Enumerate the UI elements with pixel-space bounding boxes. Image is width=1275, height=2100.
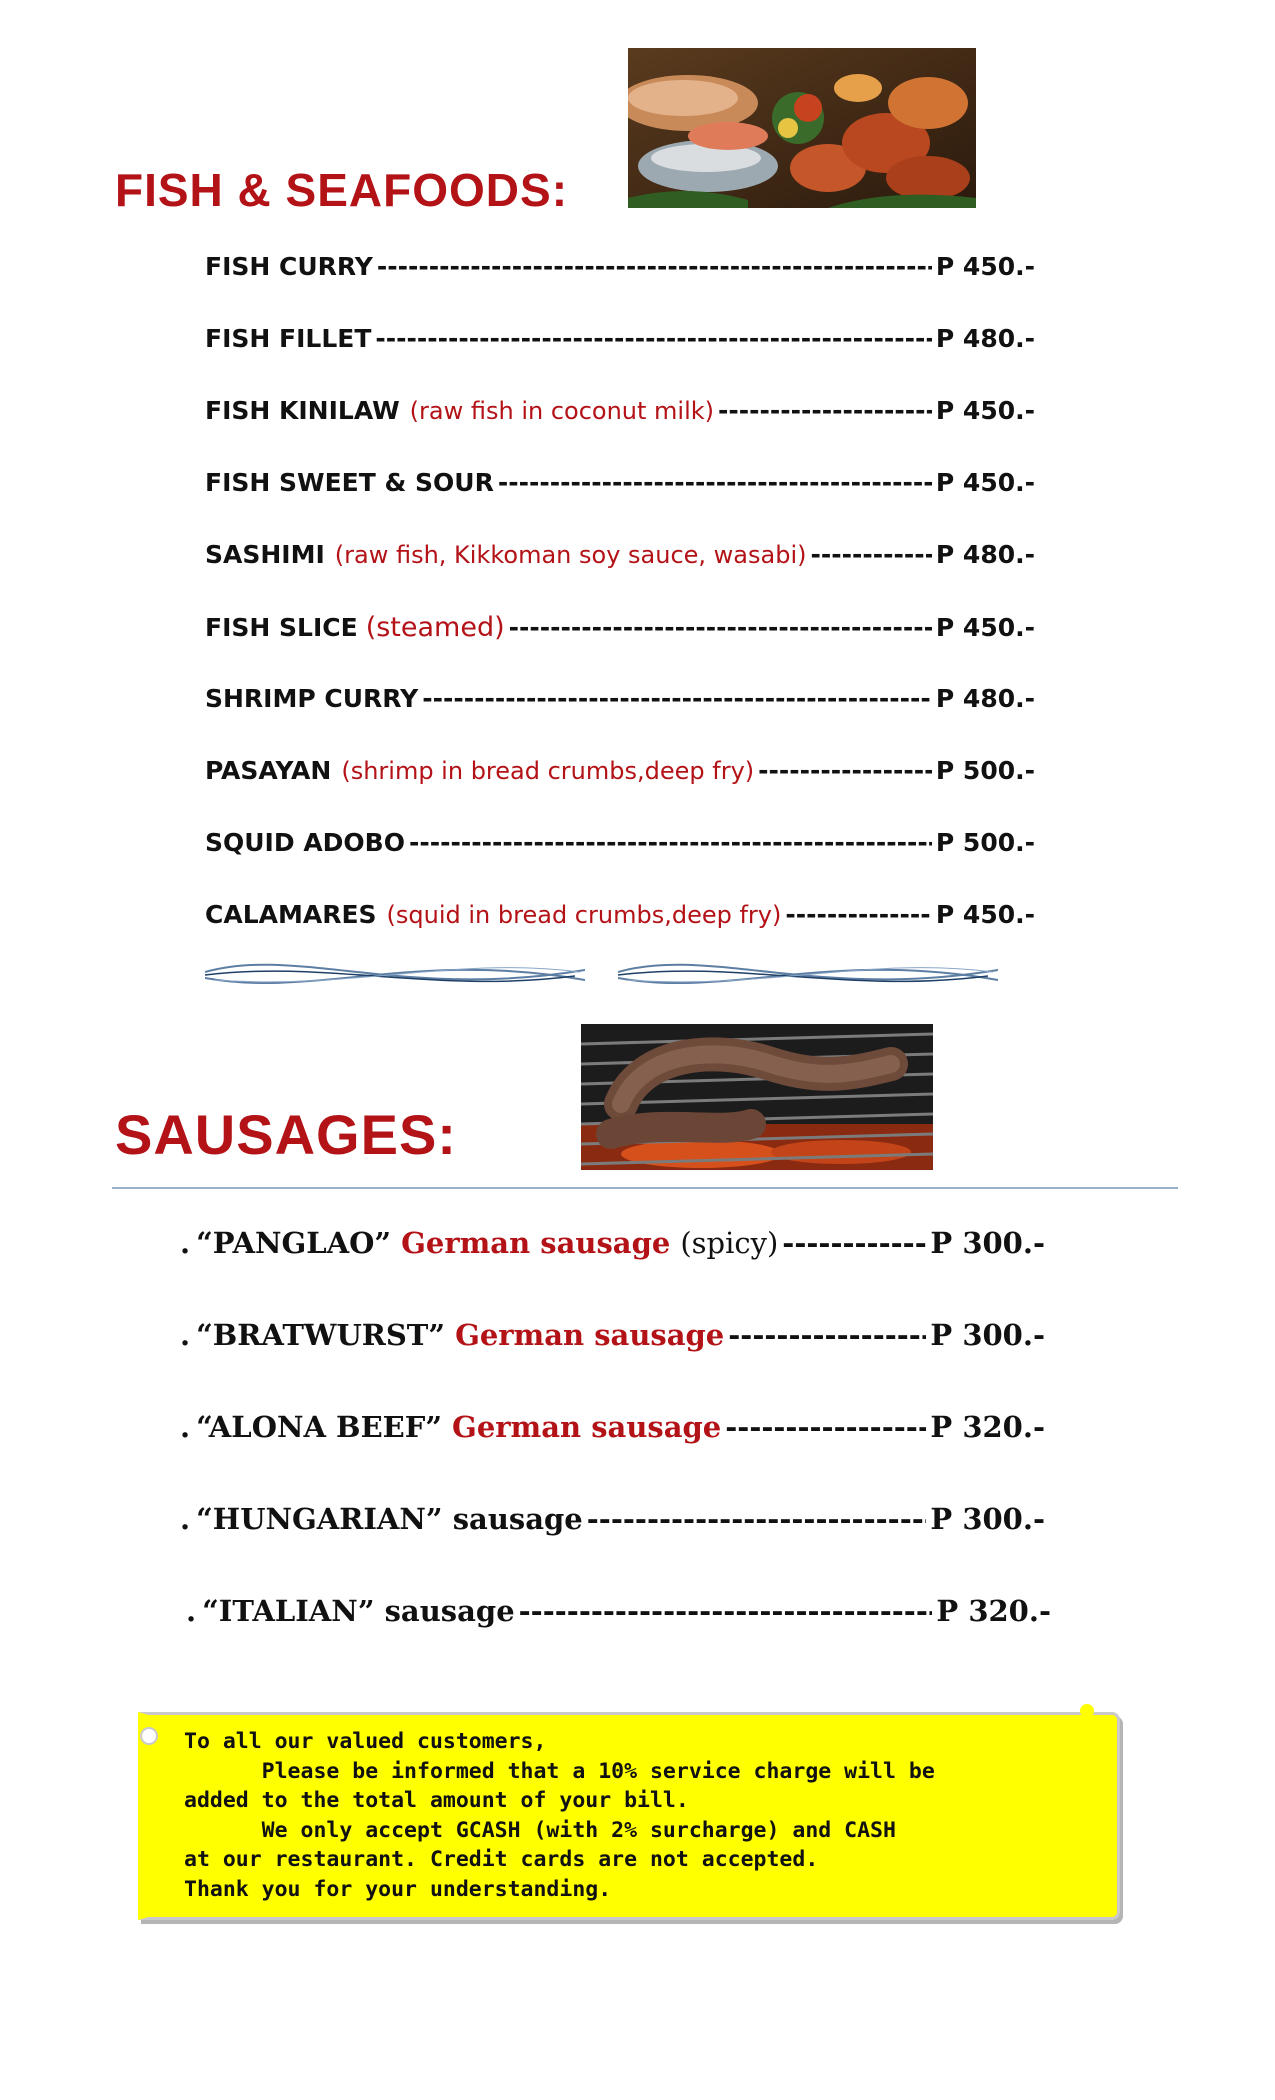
decorative-swirl-right [618, 950, 998, 1002]
decorative-swirl-left [205, 950, 585, 1002]
notice-scroll-corner [1080, 1704, 1094, 1718]
menu-item-note: (steamed) [365, 612, 505, 643]
fish-seafoods-heading: FISH & SEAFOODS: [115, 164, 569, 216]
bullet-dot: . [180, 1410, 191, 1444]
sausage-item-name: “PANGLAO” [196, 1226, 392, 1260]
notice-line: Thank you for your understanding. [184, 1876, 612, 1902]
sausages-heading: SAUSAGES: [115, 1103, 457, 1166]
notice-line: We only accept GCASH (with 2% surcharge) and CASH [184, 1817, 896, 1843]
sausage-item-price: P 320.- [930, 1410, 1045, 1444]
sausage-item-row [180, 1410, 1045, 1456]
leader-dashes [509, 613, 932, 642]
menu-item-note: (shrimp in bread crumbs,deep fry) [341, 757, 755, 785]
sausage-item-row [186, 1594, 1051, 1640]
bullet-dot: . [180, 1226, 191, 1260]
sausage-item-type: German sausage [452, 1410, 722, 1444]
menu-item-note: (squid in bread crumbs,deep fry) [386, 901, 782, 929]
payment-notice-box [138, 1712, 1120, 1920]
menu-item-name: SHRIMP CURRY [205, 684, 419, 713]
leader-dashes [785, 900, 932, 929]
menu-item-row [205, 684, 1035, 724]
sausage-item-name: “HUNGARIAN” sausage [196, 1502, 583, 1536]
sausage-item-price: P 300.- [930, 1226, 1045, 1260]
sausage-item-name: “ALONA BEEF” [196, 1410, 443, 1444]
sausage-item-note: (spicy) [680, 1226, 779, 1260]
bullet-dot: . [180, 1502, 191, 1536]
menu-item-name: PASAYAN [205, 756, 332, 785]
menu-item-price: P 500.- [935, 756, 1035, 785]
menu-item-row [205, 540, 1035, 580]
leader-dashes [519, 1594, 933, 1628]
menu-item-price: P 450.- [935, 900, 1035, 929]
menu-item-price: P 450.- [935, 396, 1035, 425]
menu-item-note: (raw fish in coconut milk) [409, 397, 715, 425]
menu-item-price: P 450.- [935, 252, 1035, 281]
sausage-item-row [180, 1226, 1045, 1272]
sausage-item-row [180, 1502, 1045, 1548]
menu-item-name: SQUID ADOBO [205, 828, 405, 857]
menu-item-name: CALAMARES [205, 900, 377, 929]
menu-item-name: SASHIMI [205, 540, 325, 569]
menu-item-price: P 450.- [935, 613, 1035, 642]
bullet-dot: . [186, 1594, 197, 1628]
notice-line: To all our valued customers, [184, 1729, 547, 1754]
leader-dashes [498, 468, 932, 497]
notice-scroll-curl [140, 1727, 158, 1745]
menu-item-row [205, 252, 1035, 292]
seafood-platter-photo [628, 48, 976, 208]
sausage-item-price: P 320.- [936, 1594, 1051, 1628]
menu-item-row [205, 468, 1035, 508]
sausage-item-name: “BRATWURST” [196, 1318, 446, 1352]
leader-dashes [718, 396, 932, 425]
menu-item-name: FISH FILLET [205, 324, 372, 353]
leader-dashes [377, 252, 932, 281]
grilled-sausage-photo [581, 1024, 933, 1170]
menu-item-name: FISH KINILAW [205, 396, 400, 425]
leader-dashes [725, 1410, 926, 1444]
sausage-item-price: P 300.- [930, 1502, 1045, 1536]
section-divider [112, 1187, 1178, 1189]
sausage-item-type: German sausage [401, 1226, 671, 1260]
leader-dashes [758, 756, 932, 785]
menu-item-price: P 450.- [935, 468, 1035, 497]
sausage-item-row [180, 1318, 1045, 1364]
menu-item-row [205, 756, 1035, 796]
notice-line: at our restaurant. Credit cards are not accepted. [184, 1847, 819, 1872]
leader-dashes [587, 1502, 927, 1536]
leader-dashes [375, 324, 932, 353]
notice-line: Please be informed that a 10% service charge will be [184, 1758, 935, 1784]
leader-dashes [409, 828, 932, 857]
sausage-item-price: P 300.- [930, 1318, 1045, 1352]
menu-item-row [205, 612, 1035, 652]
menu-item-price: P 480.- [935, 540, 1035, 569]
leader-dashes [422, 684, 932, 713]
menu-item-name: FISH CURRY [205, 252, 373, 281]
menu-item-price: P 480.- [935, 684, 1035, 713]
leader-dashes [728, 1318, 926, 1352]
notice-line: added to the total amount of your bill. [184, 1788, 689, 1813]
leader-dashes [782, 1226, 926, 1260]
menu-item-price: P 480.- [935, 324, 1035, 353]
sausage-item-type: German sausage [455, 1318, 725, 1352]
menu-item-price: P 500.- [935, 828, 1035, 857]
menu-item-row [205, 324, 1035, 364]
menu-item-row [205, 828, 1035, 868]
menu-item-row [205, 396, 1035, 436]
menu-item-row [205, 900, 1035, 940]
menu-item-note: (raw fish, Kikkoman soy sauce, wasabi) [334, 541, 807, 569]
leader-dashes [810, 540, 931, 569]
menu-item-name: FISH SWEET & SOUR [205, 468, 494, 497]
bullet-dot: . [180, 1318, 191, 1352]
sausage-item-name: “ITALIAN” sausage [202, 1594, 515, 1628]
menu-item-name: FISH SLICE [205, 613, 358, 642]
